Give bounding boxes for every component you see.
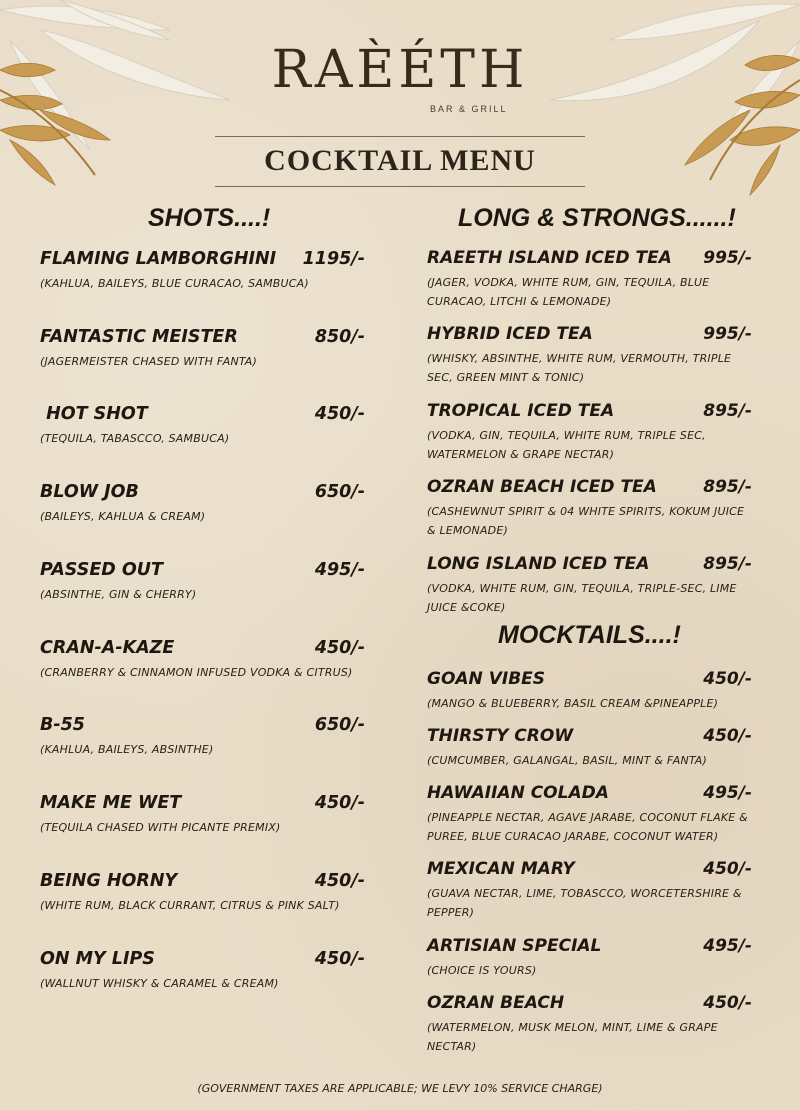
menu-item [427, 324, 752, 387]
item-name: OZRAN BEACH [427, 993, 565, 1013]
item-price: 450/- [314, 793, 365, 813]
item-price: 450/- [314, 404, 365, 424]
item-price: 850/- [314, 327, 365, 347]
item-price: 995/- [703, 248, 752, 268]
item-description: (PINEAPPLE NECTAR, AGAVE JARABE, COCONUT FLAKE & PUREE, BLUE CURACAO JARABE, COCONUT WATER) [427, 811, 748, 843]
menu-item [427, 993, 752, 1056]
menu-item [40, 482, 365, 526]
item-price: 450/- [703, 859, 752, 879]
menu-item [427, 726, 752, 770]
menu-item [427, 936, 752, 980]
menu-item [427, 859, 752, 922]
item-name: BLOW JOB [40, 482, 139, 502]
item-price: 895/- [703, 477, 752, 497]
item-description: (WALLNUT WHISKY & CARAMEL & CREAM) [40, 977, 279, 990]
item-price: 995/- [703, 324, 752, 344]
item-description: (TEQUILA CHASED WITH PICANTE PREMIX) [40, 821, 281, 834]
section-title-mocktails: MOCKTAILS....! [498, 621, 681, 649]
menu-item [40, 560, 365, 604]
item-name: BEING HORNY [40, 871, 178, 891]
menu-item [40, 949, 365, 993]
item-name: ON MY LIPS [40, 949, 155, 969]
item-description: (JAGER, VODKA, WHITE RUM, GIN, TEQUILA, BLUE CURACAO, LITCHI & LEMONADE) [427, 276, 710, 308]
item-name: FANTASTIC MEISTER [40, 327, 238, 347]
item-price: 650/- [314, 715, 365, 735]
item-description: (CHOICE IS YOURS) [427, 964, 537, 977]
item-price: 1195/- [302, 249, 365, 269]
item-name: THIRSTY CROW [427, 726, 574, 746]
item-name: LONG ISLAND ICED TEA [427, 554, 650, 574]
menu-item [427, 669, 752, 713]
item-description: (VODKA, WHITE RUM, GIN, TEQUILA, TRIPLE-SEC, LIME JUICE &COKE) [427, 582, 737, 614]
item-description: (MANGO & BLUEBERRY, BASIL CREAM &PINEAPPLE) [427, 697, 719, 710]
item-description: (ABSINTHE, GIN & CHERRY) [40, 588, 197, 601]
title-rule-bottom [215, 186, 585, 187]
item-description: (GUAVA NECTAR, LIME, TOBASCCO, WORCETERSHIRE & PEPPER) [427, 887, 742, 919]
service-charge-note: (GOVERNMENT TAXES ARE APPLICABLE; WE LEVY 10% SERVICE CHARGE) [197, 1082, 603, 1095]
item-name: CRAN-A-KAZE [40, 638, 175, 658]
menu-item [40, 871, 365, 915]
brand-logo: RAÈÉTH [271, 40, 529, 100]
item-description: (CASHEWNUT SPIRIT & 04 WHITE SPIRITS, KOKUM JUICE & LEMONADE) [427, 505, 745, 537]
brand-subtitle: BAR & GRILL [430, 104, 508, 114]
item-name: TROPICAL ICED TEA [427, 401, 615, 421]
item-name: FLAMING LAMBORGHINI [40, 249, 277, 269]
item-name: HOT SHOT [40, 404, 148, 424]
menu-item [40, 404, 365, 448]
item-name: HYBRID ICED TEA [427, 324, 593, 344]
item-description: (JAGERMEISTER CHASED WITH FANTA) [40, 355, 258, 368]
item-price: 450/- [703, 726, 752, 746]
menu-item [40, 249, 365, 293]
menu-item [427, 477, 752, 540]
item-description: (WHISKY, ABSINTHE, WHITE RUM, VERMOUTH, TRIPLE SEC, GREEN MINT & TONIC) [427, 352, 732, 384]
item-description: (KAHLUA, BAILEYS, BLUE CURACAO, SAMBUCA) [40, 277, 309, 290]
menu-item [427, 248, 752, 311]
item-price: 495/- [314, 560, 365, 580]
menu-item [427, 554, 752, 617]
menu-item [427, 401, 752, 464]
section-title-shots: SHOTS....! [148, 204, 271, 232]
item-description: (WHITE RUM, BLACK CURRANT, CITRUS & PINK SALT) [40, 899, 340, 912]
item-name: MEXICAN MARY [427, 859, 575, 879]
item-name: GOAN VIBES [427, 669, 546, 689]
item-price: 650/- [314, 482, 365, 502]
menu-title: COCKTAIL MENU [264, 144, 536, 177]
menu-item [40, 793, 365, 837]
item-name: RAEETH ISLAND ICED TEA [427, 248, 672, 268]
item-price: 495/- [703, 936, 752, 956]
item-price: 450/- [314, 949, 365, 969]
menu-item [427, 783, 752, 846]
item-price: 450/- [314, 638, 365, 658]
item-description: (TEQUILA, TABASCCO, SAMBUCA) [40, 432, 230, 445]
item-price: 495/- [703, 783, 752, 803]
section-title-long-strongs: LONG & STRONGS......! [458, 204, 736, 232]
item-name: ARTISIAN SPECIAL [427, 936, 602, 956]
item-name: PASSED OUT [40, 560, 163, 580]
item-price: 450/- [314, 871, 365, 891]
item-name: B-55 [40, 715, 85, 735]
item-description: (VODKA, GIN, TEQUILA, WHITE RUM, TRIPLE SEC, WATERMELON & GRAPE NECTAR) [427, 429, 706, 461]
title-rule-top [215, 136, 585, 137]
item-description: (WATERMELON, MUSK MELON, MINT, LIME & GRAPE NECTAR) [427, 1021, 718, 1053]
menu-item [40, 638, 365, 682]
menu-item [40, 327, 365, 371]
item-price: 895/- [703, 401, 752, 421]
item-name: HAWAIIAN COLADA [427, 783, 609, 803]
item-name: OZRAN BEACH ICED TEA [427, 477, 657, 497]
item-description: (CRANBERRY & CINNAMON INFUSED VODKA & CITRUS) [40, 666, 353, 679]
menu-item [40, 715, 365, 759]
item-description: (KAHLUA, BAILEYS, ABSINTHE) [40, 743, 214, 756]
item-name: MAKE ME WET [40, 793, 182, 813]
item-price: 450/- [703, 669, 752, 689]
item-price: 450/- [703, 993, 752, 1013]
item-description: (BAILEYS, KAHLUA & CREAM) [40, 510, 206, 523]
item-description: (CUMCUMBER, GALANGAL, BASIL, MINT & FANTA) [427, 754, 708, 767]
item-price: 895/- [703, 554, 752, 574]
